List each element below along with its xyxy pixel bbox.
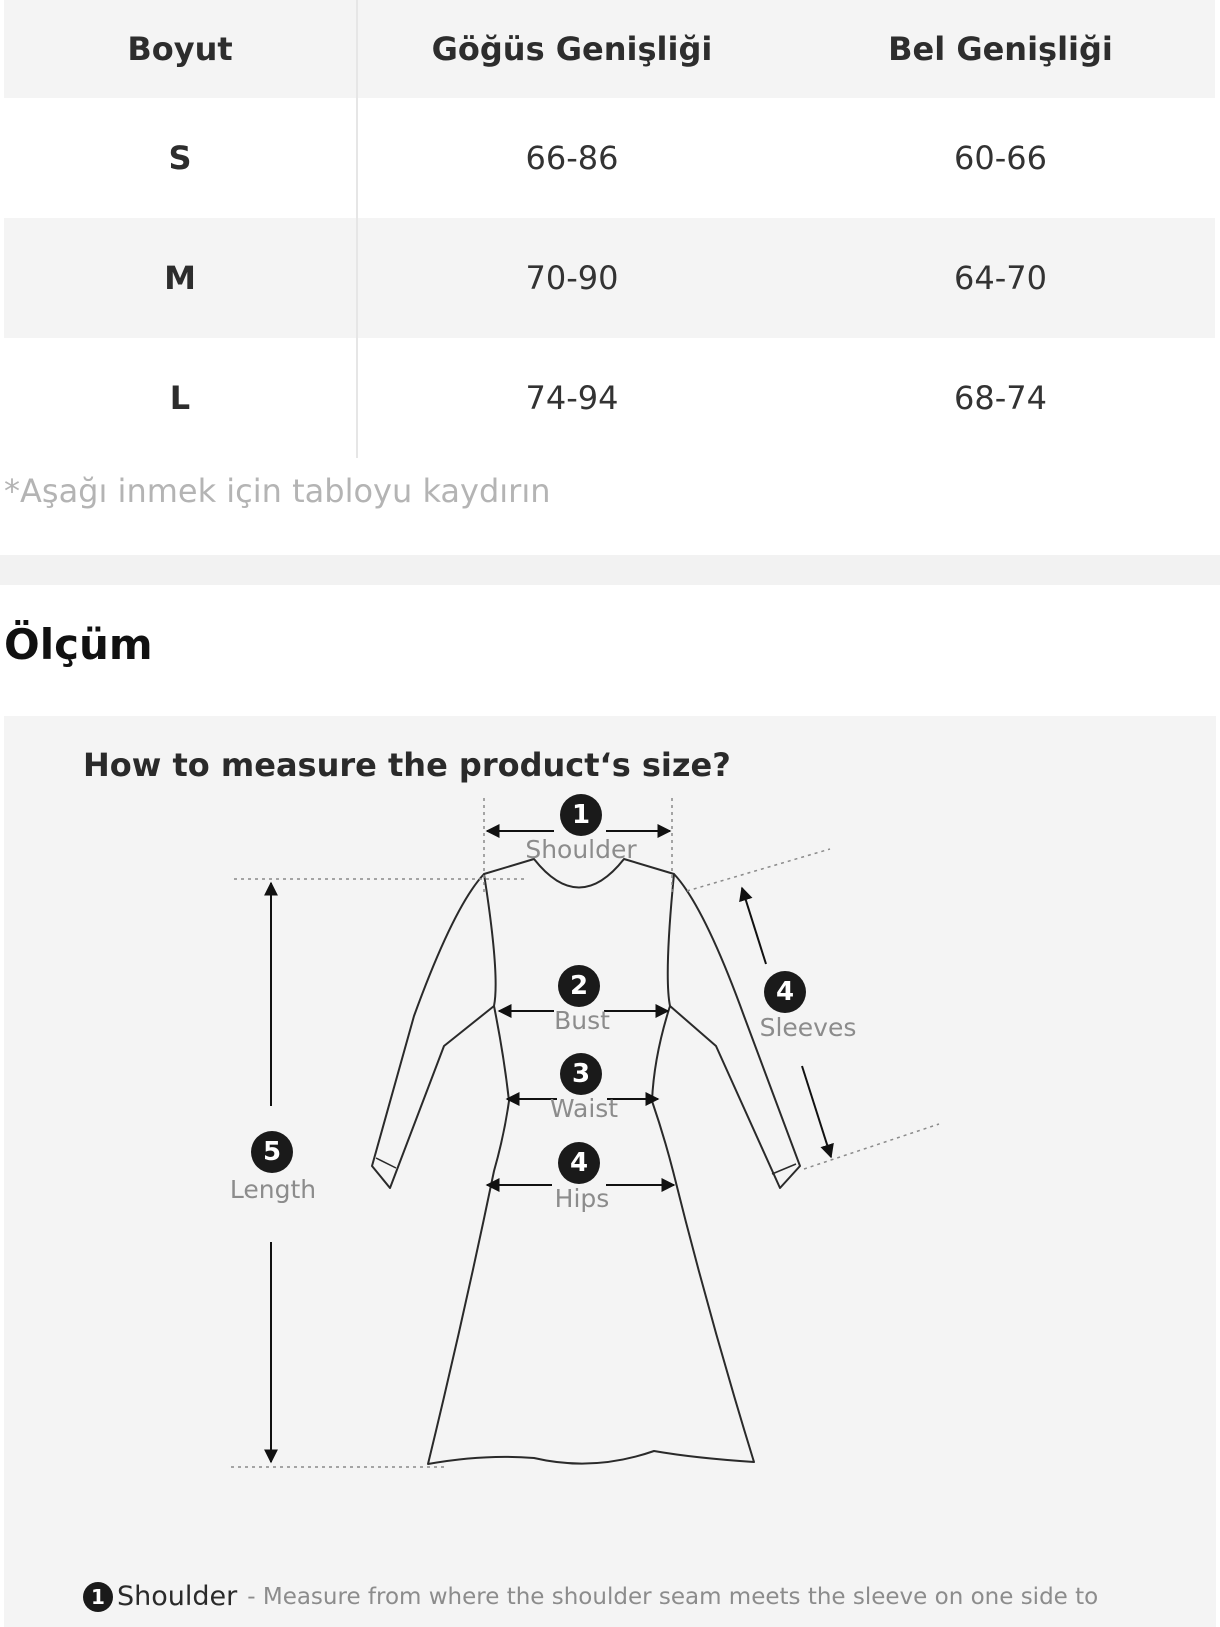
- scroll-hint: *Aşağı inmek için tabloyu kaydırın: [4, 472, 551, 510]
- table-row: [4, 338, 1215, 458]
- header-size: Boyut: [4, 0, 357, 98]
- label-bust: Bust: [554, 1006, 610, 1035]
- note-number-badge: 1: [83, 1582, 113, 1612]
- measurement-guide: [4, 716, 1216, 1627]
- note-title: Shoulder: [117, 1581, 238, 1612]
- section-title: Ölçüm: [4, 620, 153, 669]
- waist-cell: 64-70: [786, 218, 1215, 338]
- header-waist-width: Bel Genişliği: [786, 0, 1215, 98]
- guide-heading: How to measure the product‘s size?: [83, 746, 731, 784]
- bust-cell: 74-94: [357, 338, 786, 458]
- size-cell: M: [4, 218, 357, 338]
- svg-text:3: 3: [571, 1059, 591, 1089]
- label-sleeves: Sleeves: [759, 1013, 857, 1042]
- size-cell: L: [4, 338, 357, 458]
- label-shoulder: Shoulder: [525, 835, 637, 864]
- guide-lines: [231, 798, 939, 1467]
- waist-cell: 60-66: [786, 98, 1215, 218]
- size-cell: S: [4, 98, 357, 218]
- marker-badge-sleeves: [764, 971, 806, 1013]
- shoulder-instruction: [83, 1581, 1098, 1612]
- marker-badge-bust: [558, 965, 600, 1007]
- section-divider: [0, 555, 1220, 585]
- measurement-arrows: [271, 831, 831, 1462]
- size-table-header-row: [4, 0, 1215, 98]
- svg-text:2: 2: [569, 971, 589, 1001]
- bust-cell: 70-90: [357, 218, 786, 338]
- marker-badge-shoulder: [560, 794, 602, 836]
- bust-cell: 66-86: [357, 98, 786, 218]
- table-row: [4, 98, 1215, 218]
- label-waist: Waist: [549, 1094, 619, 1123]
- note-text: - Measure from where the shoulder seam meets the sleeve on one side to: [247, 1583, 1099, 1610]
- svg-text:5: 5: [262, 1137, 282, 1167]
- label-length: Length: [229, 1175, 317, 1204]
- table-row: [4, 218, 1215, 338]
- dress-measurement-diagram: [4, 716, 1216, 1627]
- svg-text:4: 4: [775, 977, 795, 1007]
- waist-cell: 68-74: [786, 338, 1215, 458]
- marker-badge-hips: [558, 1142, 600, 1184]
- marker-badge-waist: [560, 1053, 602, 1095]
- size-chart-table: [4, 0, 1216, 458]
- label-hips: Hips: [554, 1184, 610, 1213]
- marker-badge-length: [251, 1131, 293, 1173]
- svg-text:4: 4: [569, 1148, 589, 1178]
- svg-text:1: 1: [571, 800, 591, 830]
- header-bust-width: Göğüs Genişliği: [357, 0, 786, 98]
